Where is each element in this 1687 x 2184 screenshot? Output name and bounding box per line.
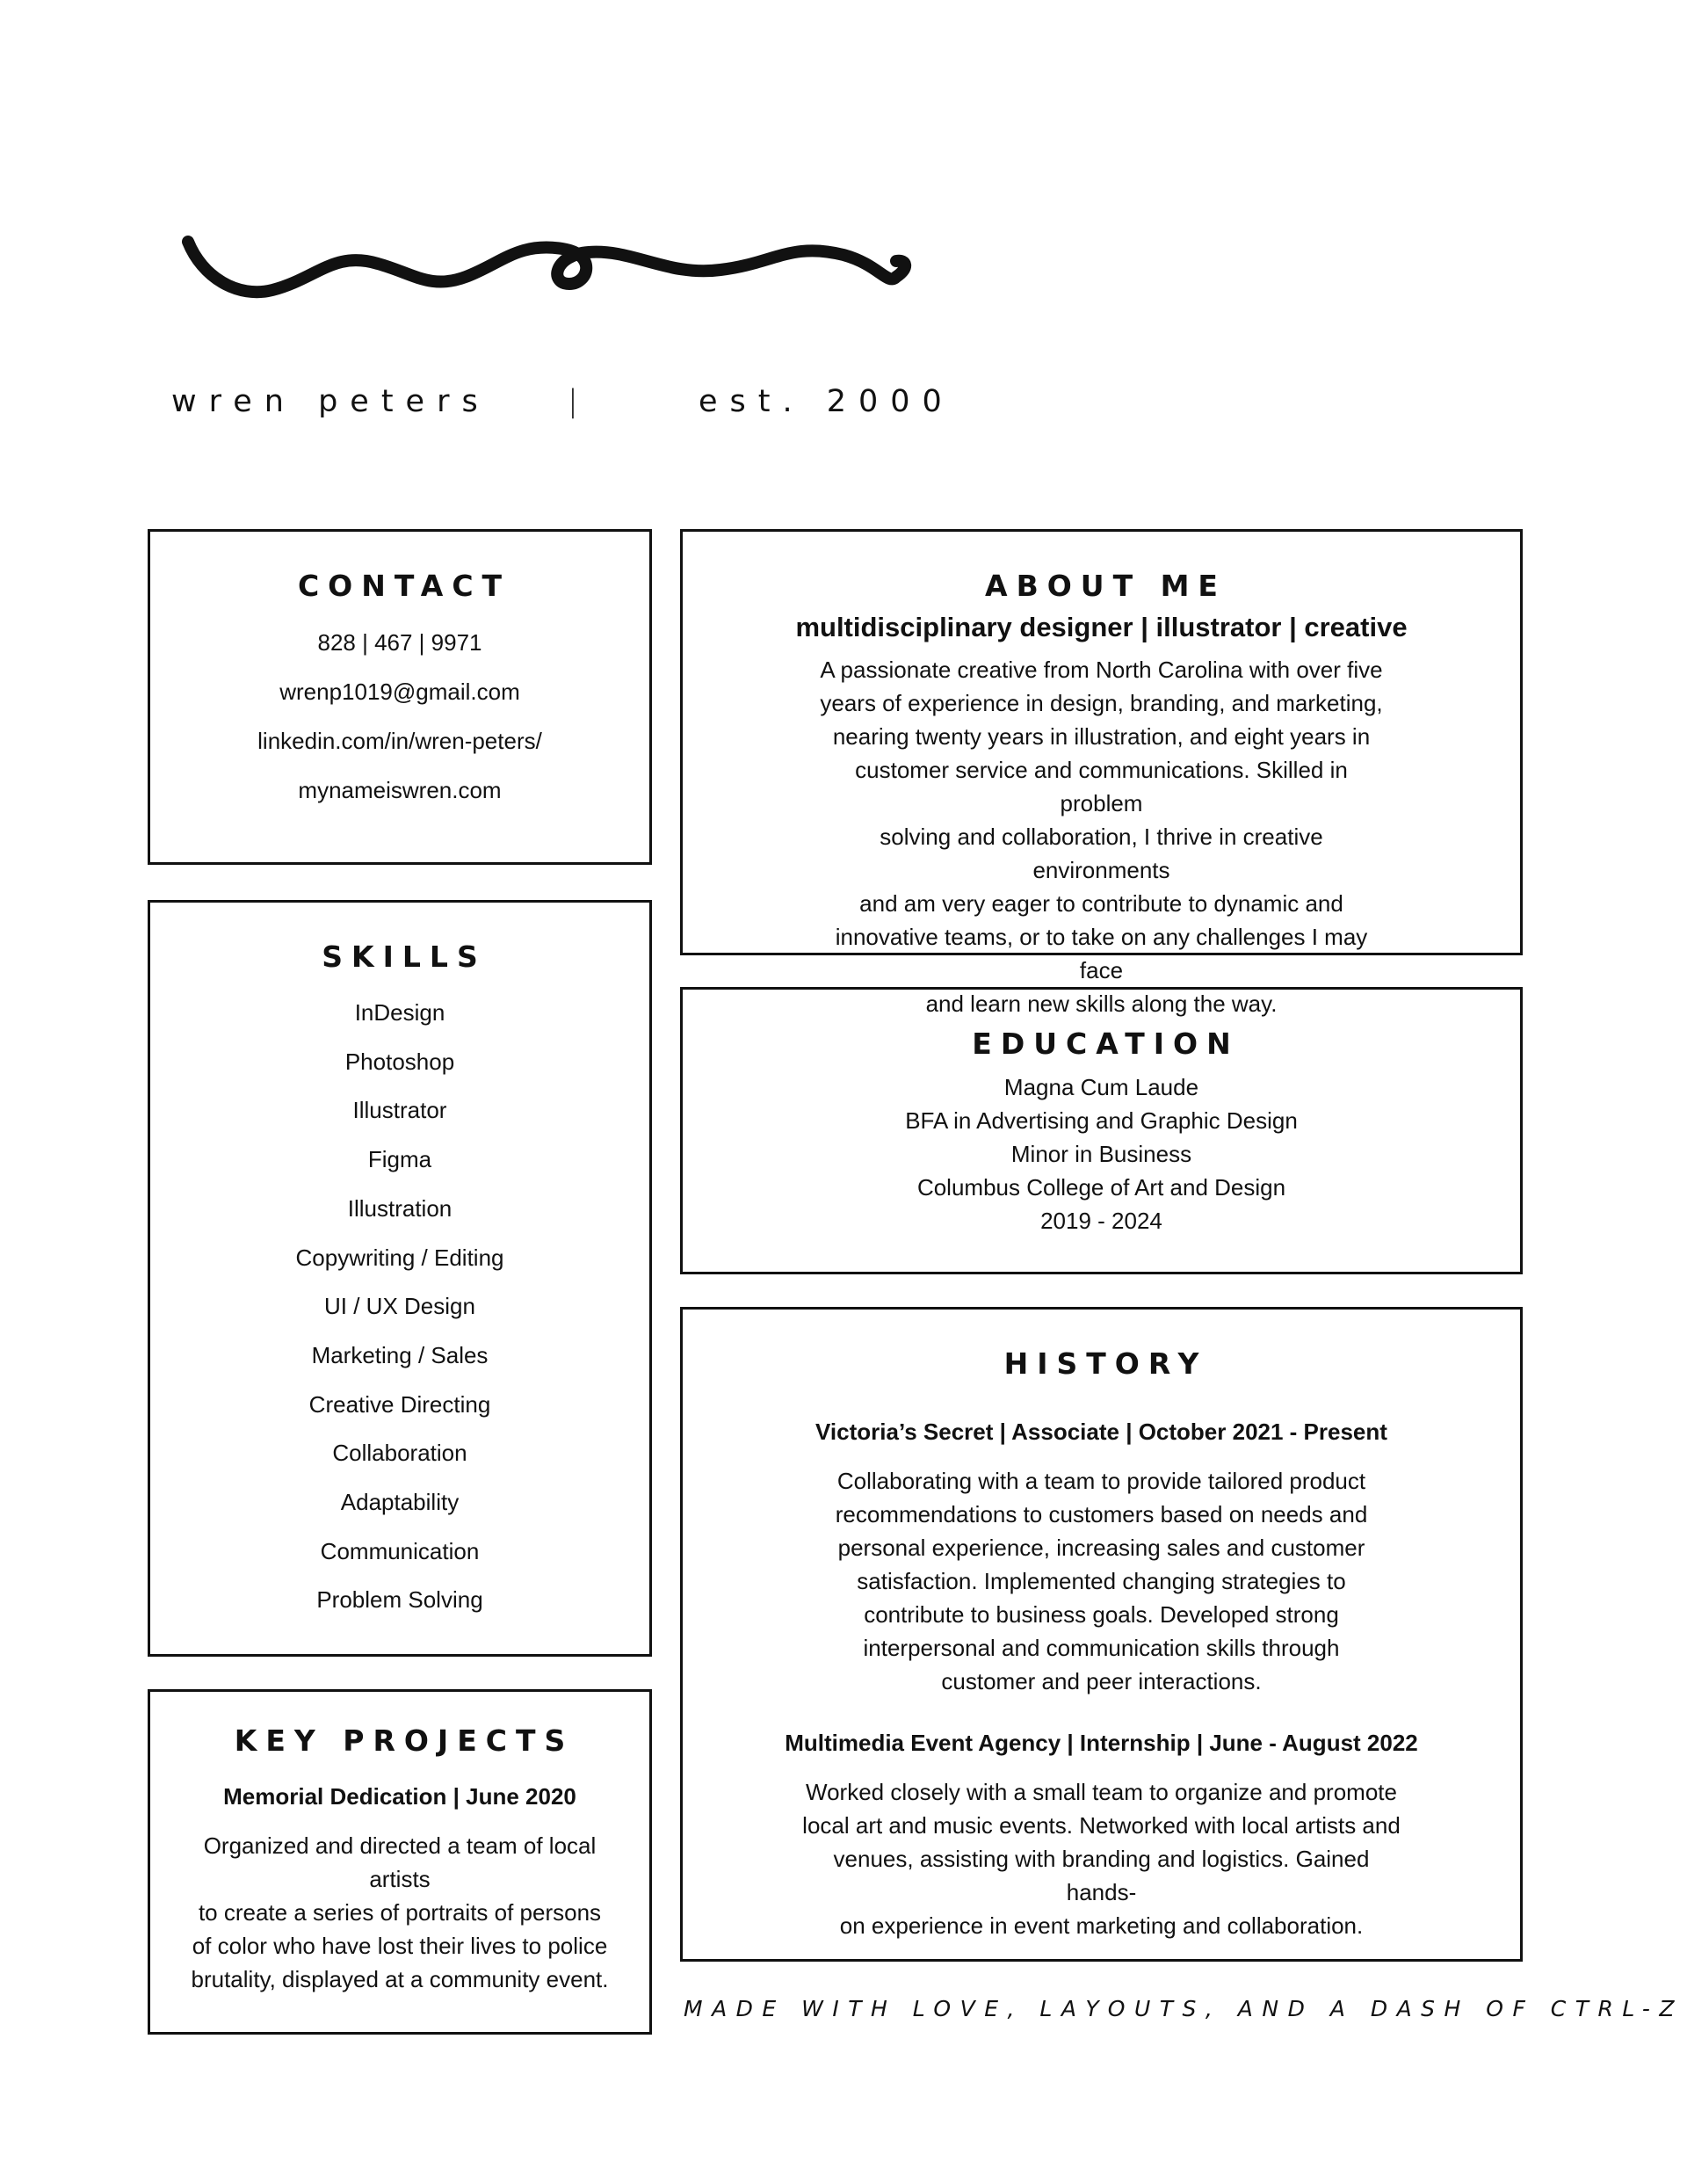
skill-item: Copywriting / Editing bbox=[295, 1244, 504, 1271]
job-line: interpersonal and communication skills through bbox=[863, 1635, 1340, 1661]
job-title: Multimedia Event Agency | Internship | June - August 2022 bbox=[785, 1730, 1418, 1756]
key-projects-heading: KEY PROJECTS bbox=[234, 1723, 575, 1758]
job-line: Worked closely with a small team to organize and promote bbox=[806, 1779, 1397, 1805]
job-description bbox=[821, 1464, 1383, 1698]
job-title: Victoria’s Secret | Associate | October 2021 - Present bbox=[815, 1419, 1387, 1445]
skills-heading: SKILLS bbox=[322, 940, 487, 974]
education-line: Magna Cum Laude bbox=[1003, 1074, 1199, 1100]
project-line: to create a series of portraits of persons bbox=[198, 1899, 602, 1926]
about-line: nearing twenty years in illustration, and eight years in bbox=[832, 723, 1371, 750]
skill-item: Photoshop bbox=[344, 1048, 455, 1075]
project-line: brutality, displayed at a community event. bbox=[191, 1966, 609, 1992]
skill-item: Illustrator bbox=[352, 1097, 447, 1124]
job-line: on experience in event marketing and collaboration. bbox=[839, 1912, 1364, 1939]
education-line: Minor in Business bbox=[1010, 1141, 1192, 1167]
project-title: Memorial Dedication | June 2020 bbox=[223, 1783, 576, 1810]
about-line: innovative teams, or to take on any challenges I may face bbox=[835, 924, 1368, 983]
history-section bbox=[680, 1307, 1523, 1962]
about-subtitle: multidisciplinary designer | illustrator | creative bbox=[795, 612, 1408, 642]
history-heading: HISTORY bbox=[1003, 1346, 1208, 1381]
header-established: est. 2000 bbox=[699, 384, 954, 419]
job-line: local art and music events. Networked with local artists and bbox=[802, 1812, 1401, 1839]
contact-website[interactable]: mynameiswren.com bbox=[298, 777, 502, 803]
skill-item: Figma bbox=[367, 1146, 432, 1173]
skill-item: InDesign bbox=[354, 999, 445, 1026]
education-heading: EDUCATION bbox=[972, 1027, 1240, 1061]
contact-phone: 828 | 467 | 9971 bbox=[317, 629, 482, 656]
job-line: satisfaction. Implemented changing strategies to bbox=[857, 1568, 1346, 1594]
job-line: recommendations to customers based on needs and bbox=[835, 1501, 1368, 1527]
project-description bbox=[176, 1829, 624, 1996]
about-heading: ABOUT ME bbox=[985, 569, 1227, 603]
skill-item: Collaboration bbox=[332, 1440, 467, 1467]
education-line: BFA in Advertising and Graphic Design bbox=[905, 1107, 1298, 1134]
skill-item: Problem Solving bbox=[316, 1586, 483, 1614]
skills-section bbox=[148, 900, 652, 1657]
about-description bbox=[812, 653, 1392, 1020]
key-projects-section bbox=[148, 1689, 652, 2035]
job-line: customer and peer interactions. bbox=[941, 1668, 1262, 1694]
header-separator: | bbox=[568, 384, 578, 419]
skill-item: Creative Directing bbox=[308, 1390, 491, 1418]
contact-section bbox=[148, 529, 652, 865]
skill-item: Illustration bbox=[347, 1194, 453, 1222]
project-line: Organized and directed a team of local artists bbox=[203, 1832, 597, 1892]
about-line: years of experience in design, branding, and marketing, bbox=[820, 690, 1383, 716]
education-line: Columbus College of Art and Design bbox=[916, 1174, 1286, 1201]
about-line: and am very eager to contribute to dynamic and bbox=[859, 890, 1343, 917]
skill-item: Communication bbox=[320, 1537, 480, 1564]
contact-linkedin[interactable]: linkedin.com/in/wren-peters/ bbox=[257, 728, 542, 754]
header-name: wren peters bbox=[171, 384, 490, 419]
project-line: of color who have lost their lives to police bbox=[192, 1933, 608, 1959]
education-line: 2019 - 2024 bbox=[1040, 1208, 1162, 1234]
footer-tagline: MADE WITH LOVE, LAYOUTS, AND A DASH OF CTRL-Z bbox=[684, 1996, 1684, 2021]
contact-email[interactable]: wrenp1019@gmail.com bbox=[279, 678, 520, 705]
education-section bbox=[680, 987, 1523, 1274]
about-line: solving and collaboration, I thrive in creative environments bbox=[880, 824, 1323, 883]
job-line: personal experience, increasing sales and customer bbox=[837, 1535, 1365, 1561]
job-line: Collaborating with a team to provide tailored product bbox=[836, 1468, 1366, 1494]
skill-item: UI / UX Design bbox=[324, 1293, 475, 1320]
contact-heading: CONTACT bbox=[297, 569, 511, 603]
skill-item: Adaptability bbox=[340, 1489, 460, 1516]
job-description bbox=[799, 1775, 1405, 1942]
wren-signature-logo bbox=[176, 215, 914, 321]
about-line: customer service and communications. Skilled in problem bbox=[855, 757, 1348, 816]
about-line: and learn new skills along the way. bbox=[925, 990, 1278, 1017]
skill-item: Marketing / Sales bbox=[311, 1341, 489, 1368]
about-section bbox=[680, 529, 1523, 1017]
about-line: A passionate creative from North Carolina with over five bbox=[820, 657, 1383, 683]
job-line: venues, assisting with branding and logistics. Gained hands- bbox=[833, 1846, 1370, 1905]
job-line: contribute to business goals. Developed strong bbox=[864, 1601, 1339, 1628]
